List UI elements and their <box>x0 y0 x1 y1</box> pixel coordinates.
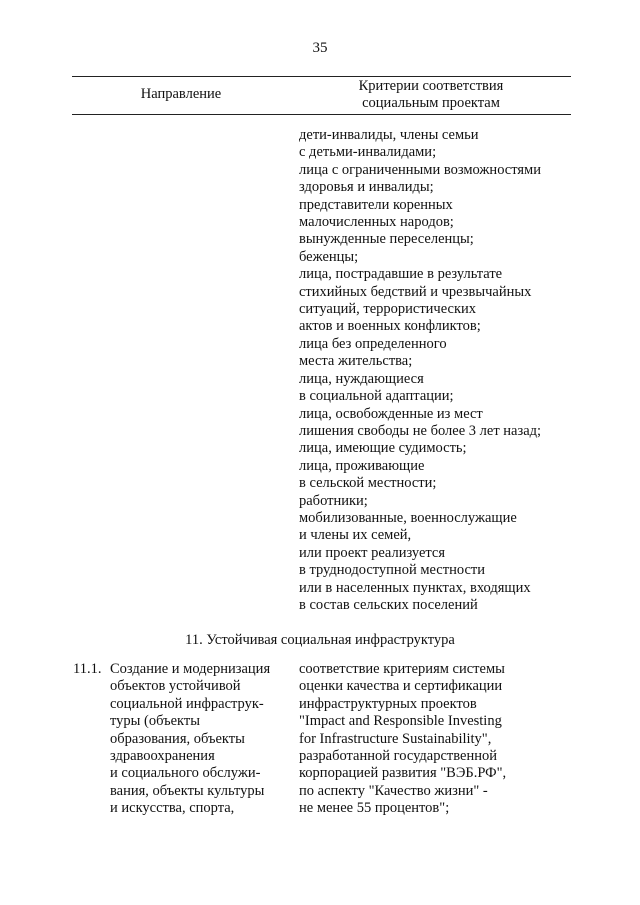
criteria-line: работники; <box>299 492 368 509</box>
criteria-line: в труднодоступной местности <box>299 562 485 579</box>
table-header-rule <box>72 114 571 115</box>
section-title: 11. Устойчивая социальная инфраструктура <box>185 632 455 648</box>
criteria-line: места жительства; <box>299 353 413 370</box>
criteria-line: лица без определенного <box>299 335 447 352</box>
row-criteria-text <box>299 661 569 818</box>
row-number: 11.1. <box>73 661 102 677</box>
criteria-line: или в населенных пунктах, входящих <box>299 579 531 596</box>
criteria-line: лица, проживающие <box>299 457 425 474</box>
direction-line: здравоохранения <box>110 748 215 765</box>
criteria-line: здоровья и инвалиды; <box>299 179 434 196</box>
criteria-line: беженцы; <box>299 248 359 265</box>
criteria-line: лица, нуждающиеся <box>299 370 424 387</box>
criteria-line: в состав сельских поселений <box>299 596 478 613</box>
criteria-line: инфраструктурных проектов <box>299 695 477 712</box>
criteria-line: малочисленных народов; <box>299 214 454 231</box>
column-header-criteria-line2: социальным проектам <box>362 95 500 111</box>
criteria-line: соответствие критериям системы <box>299 661 505 677</box>
direction-line: социальной инфраструк- <box>110 695 264 712</box>
criteria-line: разработанной государственной <box>299 748 497 765</box>
criteria-line: по аспекту "Качество жизни" - <box>299 782 488 799</box>
table-top-rule <box>72 76 571 77</box>
criteria-line: не менее 55 процентов"; <box>299 800 450 817</box>
criteria-line: в сельской местности; <box>299 475 437 492</box>
criteria-line: или проект реализуется <box>299 544 446 561</box>
row-direction-text <box>110 661 290 818</box>
criteria-line: представители коренных <box>299 196 453 213</box>
criteria-line: вынужденные переселенцы; <box>299 231 474 248</box>
criteria-line: for Infrastructure Sustainability", <box>299 730 492 747</box>
criteria-line: лица, пострадавшие в результате <box>299 266 503 283</box>
direction-line: образования, объекты <box>110 730 245 747</box>
criteria-line: с детьми-инвалидами; <box>299 144 437 161</box>
criteria-continued-list <box>299 127 569 614</box>
criteria-line: ситуаций, террористических <box>299 301 477 318</box>
direction-line: вания, объекты культуры <box>110 782 265 799</box>
column-header-criteria <box>300 78 562 112</box>
criteria-line: лица с ограниченными возможностями <box>299 161 541 178</box>
page-number: 35 <box>312 40 328 56</box>
criteria-line: и члены их семей, <box>299 527 412 544</box>
criteria-line: дети-инвалиды, члены семьи <box>299 127 479 143</box>
column-header-direction: Направление <box>140 86 222 102</box>
criteria-line: лишения свободы не более 3 лет назад; <box>299 422 542 439</box>
criteria-line: лица, освобожденные из мест <box>299 405 483 422</box>
criteria-line: оценки качества и сертификации <box>299 678 503 695</box>
criteria-line: корпорацией развития "ВЭБ.РФ", <box>299 765 507 782</box>
direction-line: объектов устойчивой <box>110 678 241 695</box>
criteria-line: актов и военных конфликтов; <box>299 318 481 335</box>
direction-line: и социального обслужи- <box>110 765 261 782</box>
column-header-criteria-line1: Критерии соответствия <box>358 78 504 94</box>
criteria-line: "Impact and Responsible Investing <box>299 713 502 730</box>
direction-line: и искусства, спорта, <box>110 800 235 817</box>
criteria-line: мобилизованные, военнослужащие <box>299 509 517 526</box>
direction-line: Создание и модернизация <box>110 661 271 677</box>
criteria-line: лица, имеющие судимость; <box>299 440 467 457</box>
criteria-line: в социальной адаптации; <box>299 388 454 405</box>
direction-line: туры (объекты <box>110 713 200 730</box>
criteria-line: стихийных бедствий и чрезвычайных <box>299 283 532 300</box>
